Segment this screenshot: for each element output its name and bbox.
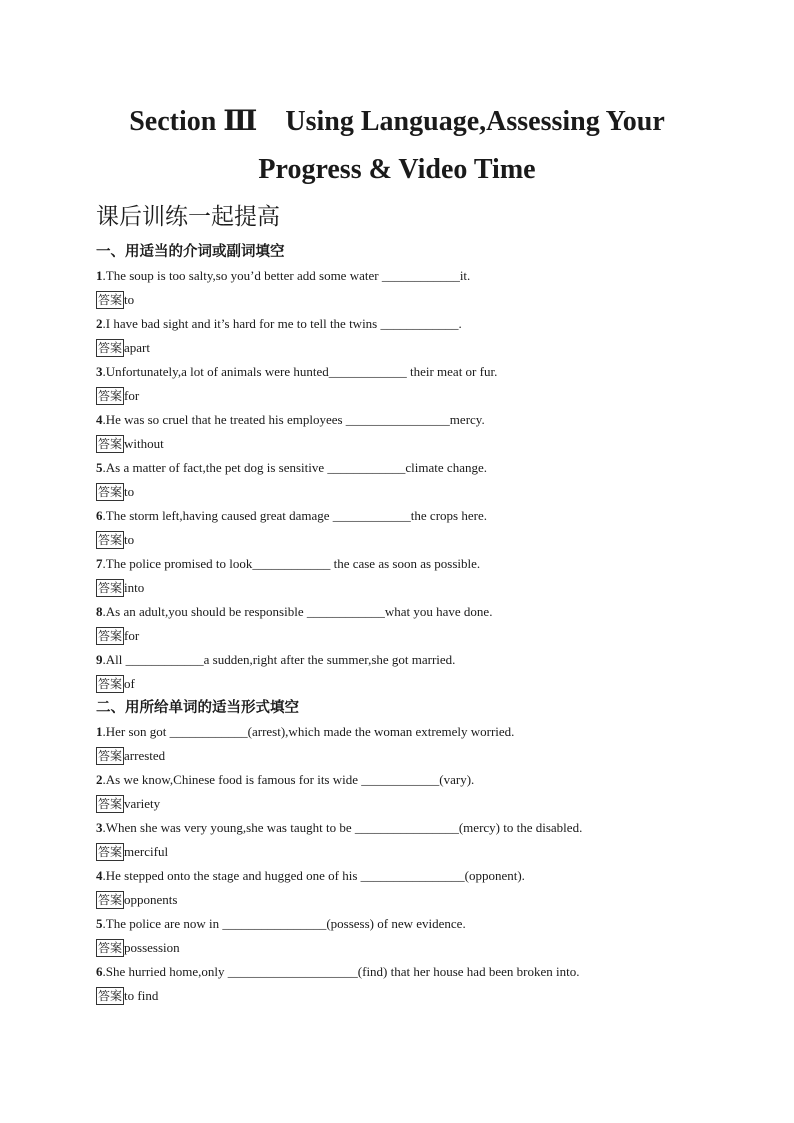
answer-text: for — [124, 628, 140, 643]
answer-text: to — [124, 292, 135, 307]
answer-row — [96, 987, 158, 1005]
page-subtitle: 课后训练一起提高 — [96, 204, 280, 230]
question-row — [96, 315, 462, 333]
answer-row — [96, 747, 165, 765]
answer-row — [96, 843, 168, 861]
question-number: 2 — [96, 772, 103, 787]
question-text: .As a matter of fact,the pet dog is sensitive ____________climate change. — [102, 460, 487, 475]
question-number: 3 — [96, 820, 103, 835]
answer-badge: 答案 — [98, 989, 123, 1003]
question-text: .Her son got ____________(arrest),which made the woman extremely worried. — [102, 724, 515, 739]
answer-badge: 答案 — [98, 533, 123, 547]
answer-text: of — [124, 676, 135, 691]
answer-row — [96, 579, 144, 597]
answer-badge: 答案 — [98, 293, 123, 307]
answer-text: variety — [124, 796, 161, 811]
question-text: .The soup is too salty,so you’d better add some water ____________it. — [102, 268, 471, 283]
answer-badge: 答案 — [98, 749, 123, 763]
answer-badge: 答案 — [98, 797, 123, 811]
answer-row — [96, 795, 160, 813]
answer-text: to — [124, 532, 135, 547]
question-number: 9 — [96, 652, 103, 667]
question-number: 8 — [96, 604, 103, 619]
answer-badge: 答案 — [98, 389, 123, 403]
question-number: 3 — [96, 364, 103, 379]
question-number: 5 — [96, 916, 103, 931]
question-row — [96, 459, 487, 477]
answer-row — [96, 891, 177, 909]
answer-row — [96, 483, 134, 501]
question-number: 4 — [96, 868, 103, 883]
question-number: 1 — [96, 724, 103, 739]
question-row — [96, 771, 474, 789]
question-text: .The police are now in ________________(possess) of new evidence. — [102, 916, 466, 931]
page-title-line-1: Section Ⅲ Using Language,Assessing Your — [129, 106, 665, 137]
question-text: .All ____________a sudden,right after the summer,she got married. — [102, 652, 456, 667]
question-text: .She hurried home,only ____________________(find) that her house had been broken into. — [102, 964, 580, 979]
question-number: 4 — [96, 412, 103, 427]
answer-badge: 答案 — [98, 893, 123, 907]
answer-text: opponents — [124, 892, 178, 907]
answer-row — [96, 435, 164, 453]
question-row — [96, 651, 455, 669]
question-row — [96, 507, 487, 525]
answer-text: to find — [124, 988, 159, 1003]
answer-text: to — [124, 484, 135, 499]
answer-badge: 答案 — [98, 581, 123, 595]
section-heading-1: 一、用适当的介词或副词填空 — [96, 244, 285, 260]
answer-text: for — [124, 388, 140, 403]
question-number: 6 — [96, 508, 103, 523]
answer-row — [96, 939, 180, 957]
question-text: .The storm left,having caused great damage ____________the crops here. — [102, 508, 487, 523]
answer-text: possession — [124, 940, 180, 955]
question-text: .Unfortunately,a lot of animals were hunted____________ their meat or fur. — [102, 364, 498, 379]
question-row — [96, 915, 466, 933]
question-number: 5 — [96, 460, 103, 475]
answer-badge: 答案 — [98, 437, 123, 451]
page-title-line-2: Progress & Video Time — [258, 154, 536, 185]
question-row — [96, 723, 514, 741]
question-row — [96, 963, 579, 981]
answer-text: apart — [124, 340, 150, 355]
question-text: .The police promised to look____________ the case as soon as possible. — [102, 556, 481, 571]
question-row — [96, 603, 492, 621]
question-text: .He stepped onto the stage and hugged one of his ________________(opponent). — [102, 868, 525, 883]
answer-row — [96, 291, 134, 309]
question-text: .As an adult,you should be responsible ____________what you have done. — [102, 604, 493, 619]
answer-row — [96, 387, 139, 405]
answer-badge: 答案 — [98, 677, 123, 691]
answer-row — [96, 627, 139, 645]
answer-text: without — [124, 436, 164, 451]
answer-text: into — [124, 580, 145, 595]
answer-badge: 答案 — [98, 485, 123, 499]
question-text: .He was so cruel that he treated his employees ________________mercy. — [102, 412, 485, 427]
section-heading-2: 二、用所给单词的适当形式填空 — [96, 700, 299, 716]
answer-badge: 答案 — [98, 845, 123, 859]
question-number: 6 — [96, 964, 103, 979]
question-number: 1 — [96, 268, 103, 283]
question-text: .As we know,Chinese food is famous for its wide ____________(vary). — [102, 772, 475, 787]
question-row — [96, 819, 582, 837]
answer-badge: 答案 — [98, 629, 123, 643]
answer-badge: 答案 — [98, 341, 123, 355]
question-row — [96, 363, 497, 381]
question-row — [96, 555, 480, 573]
answer-text: merciful — [124, 844, 169, 859]
question-text: .When she was very young,she was taught to be ________________(mercy) to the disabled. — [102, 820, 583, 835]
answer-row — [96, 531, 134, 549]
question-row — [96, 867, 525, 885]
question-row — [96, 267, 470, 285]
question-number: 7 — [96, 556, 103, 571]
answer-row — [96, 675, 135, 693]
question-row — [96, 411, 485, 429]
answer-badge: 答案 — [98, 941, 123, 955]
answer-row — [96, 339, 150, 357]
question-text: .I have bad sight and it’s hard for me to tell the twins ____________. — [102, 316, 462, 331]
question-number: 2 — [96, 316, 103, 331]
answer-text: arrested — [124, 748, 166, 763]
